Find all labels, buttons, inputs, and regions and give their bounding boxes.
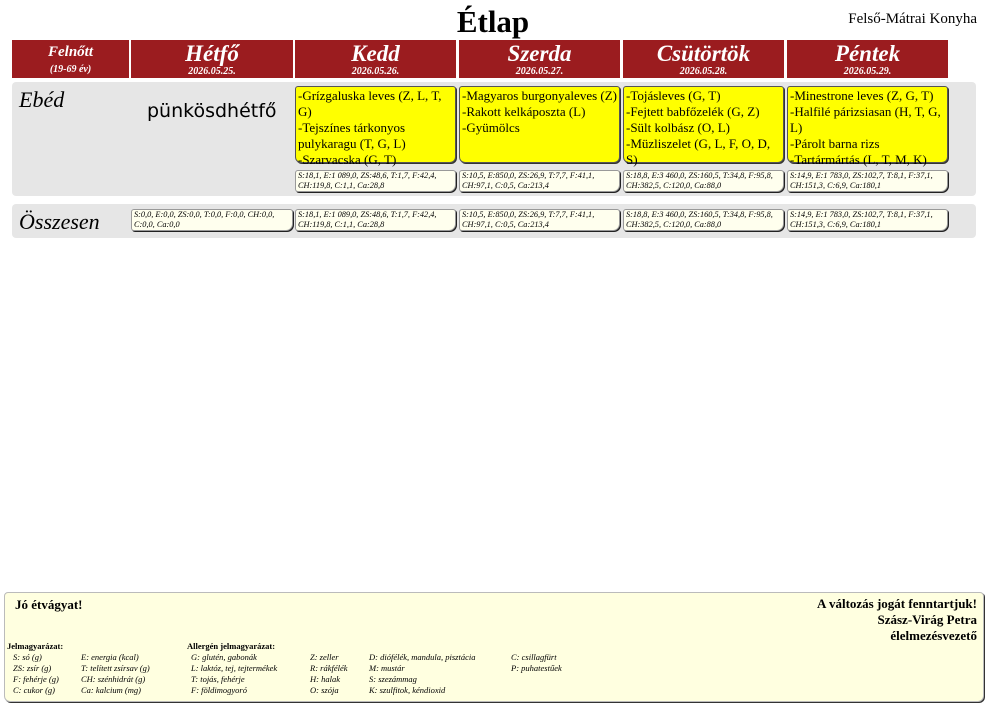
menu-friday bbox=[787, 86, 948, 167]
menu-item: -Fejtett babfőzelék (G, Z) bbox=[626, 104, 760, 119]
signatory-role: élelmezésvezető bbox=[890, 628, 977, 643]
total-monday: S:0,0, E:0,0, ZS:0,0, T:0,0, F:0,0, CH:0,0, C:0,0, Ca:0,0 bbox=[131, 209, 293, 231]
total-friday: S:14,9, E:1 783,0, ZS:102,7, T:8,1, F:37,1, CH:151,3, C:6,9, Ca:180,1 bbox=[787, 209, 948, 231]
allergen-item: Z: zeller bbox=[310, 652, 339, 662]
day-date: 2026.05.29. bbox=[843, 66, 892, 77]
menu-item: -Halfilé párizsiasan (H, T, G, L) bbox=[790, 104, 941, 135]
allergen-item: K: szulfitok, kéndioxid bbox=[369, 685, 446, 695]
allergen-item: R: rákfélék bbox=[310, 663, 348, 673]
total-wednesday: S:10,5, E:850,0, ZS:26,9, T:7,7, F:41,1, CH:97,1, C:0,5, Ca:213,4 bbox=[459, 209, 620, 231]
group-label: Felnőtt bbox=[47, 44, 93, 60]
header-day-tuesday bbox=[295, 40, 456, 78]
legend-item: ZS: zsír (g) bbox=[13, 663, 52, 673]
header-day-thursday bbox=[623, 40, 784, 78]
allergen-col bbox=[511, 652, 562, 674]
allergen-item: T: tojás, fehérje bbox=[191, 674, 245, 684]
allergen-item: S: szezámmag bbox=[369, 674, 417, 684]
page-title: Étlap bbox=[456, 4, 530, 39]
nutrition-tuesday: S:18,1, E:1 089,0, ZS:48,6, T:1,7, F:42,4, CH:119,8, C:1,1, Ca:28,8 bbox=[295, 170, 456, 192]
allergen-item: M: mustár bbox=[369, 663, 405, 673]
allergen-item: D: diófélék, mandula, pisztácia bbox=[369, 652, 476, 662]
nutrition-thursday: S:18,8, E:3 460,0, ZS:160,5, T:34,8, F:95,8, CH:382,5, C:120,0, Ca:88,0 bbox=[623, 170, 784, 192]
header-day-wednesday bbox=[459, 40, 620, 78]
total-tuesday: S:18,1, E:1 089,0, ZS:48,6, T:1,7, F:42,4, CH:119,8, C:1,1, Ca:28,8 bbox=[295, 209, 456, 231]
day-name: Hétfő bbox=[185, 41, 239, 66]
lunch-label: Ebéd bbox=[19, 87, 65, 112]
menu-item: -Rakott kelkáposzta (L) bbox=[462, 104, 586, 119]
signatory-name: Szász-Virág Petra bbox=[877, 612, 977, 627]
footer bbox=[4, 592, 984, 702]
allergen-item: F: földimogyoró bbox=[191, 685, 247, 695]
legend-col bbox=[13, 652, 59, 696]
allergen-item: C: csillagfürt bbox=[511, 652, 557, 662]
menu-item: -Szarvacska (G, T) bbox=[298, 152, 397, 167]
menu-item: -Tejszínes tárkonyos pulykaragu (T, G, L) bbox=[298, 120, 406, 151]
total-thursday: S:18,8, E:3 460,0, ZS:160,5, T:34,8, F:95,8, CH:382,5, C:120,0, Ca:88,0 bbox=[623, 209, 784, 231]
allergen-col bbox=[310, 652, 348, 696]
allergen-col bbox=[191, 652, 277, 696]
menu-item: -Minestrone leves (Z, G, T) bbox=[790, 88, 934, 103]
day-date: 2026.05.28. bbox=[679, 66, 728, 77]
menu-item: -Sült kolbász (O, L) bbox=[626, 120, 730, 135]
nutrition-wednesday: S:10,5, E:850,0, ZS:26,9, T:7,7, F:41,1, CH:97,1, C:0,5, Ca:213,4 bbox=[459, 170, 620, 192]
legend-title: Jelmagyarázat: bbox=[7, 641, 64, 651]
day-name: Kedd bbox=[351, 41, 400, 66]
day-name: Péntek bbox=[834, 41, 901, 66]
legend-item: S: só (g) bbox=[13, 652, 42, 662]
holiday-note: pünkösdhétfő bbox=[147, 100, 277, 122]
legend-item: E: energia (kcal) bbox=[81, 652, 139, 662]
header-day-friday bbox=[787, 40, 948, 78]
menu-item: -Magyaros burgonyaleves (Z) bbox=[462, 88, 617, 103]
day-name: Szerda bbox=[507, 41, 572, 66]
legend-item: CH: szénhidrát (g) bbox=[81, 674, 146, 684]
day-date: 2026.05.25. bbox=[188, 66, 236, 77]
legend-item: Ca: kalcium (mg) bbox=[81, 685, 141, 695]
allergen-item: P: puhatestűek bbox=[511, 663, 562, 673]
allergen-title: Allergén jelmagyarázat: bbox=[187, 641, 276, 651]
legend-col bbox=[81, 652, 150, 696]
menu-item: -Müzliszelet (G, L, F, O, D, S) bbox=[626, 136, 771, 167]
menu-tuesday bbox=[295, 86, 456, 167]
menu-item: -Tartármártás (L, T, M, K) bbox=[790, 152, 927, 167]
greeting: Jó étvágyat! bbox=[15, 597, 83, 612]
kitchen-name: Felső-Mátrai Konyha bbox=[848, 11, 977, 27]
menu-item: -Párolt barna rizs bbox=[790, 136, 880, 151]
day-date: 2026.05.27. bbox=[515, 66, 564, 77]
menu-item: -Gyümölcs bbox=[462, 120, 520, 135]
day-date: 2026.05.26. bbox=[351, 66, 400, 77]
header-day-monday bbox=[131, 40, 293, 78]
menu-item: -Grízgaluska leves (Z, L, T, G) bbox=[298, 88, 442, 119]
allergen-col bbox=[369, 652, 475, 696]
allergen-item: L: laktóz, tej, tejtermékek bbox=[191, 663, 278, 673]
total-label: Összesen bbox=[19, 209, 100, 234]
nutrition-friday: S:14,9, E:1 783,0, ZS:102,7, T:8,1, F:37,1, CH:151,3, C:6,9, Ca:180,1 bbox=[787, 170, 948, 192]
allergen-item: H: halak bbox=[310, 674, 340, 684]
menu-thursday bbox=[623, 86, 784, 167]
allergen-item: O: szója bbox=[310, 685, 339, 695]
legend-item: F: fehérje (g) bbox=[13, 674, 59, 684]
menu-wednesday bbox=[459, 86, 620, 163]
allergen-item: G: glutén, gabonák bbox=[191, 652, 257, 662]
header-group bbox=[12, 40, 129, 78]
menu-item: -Tojásleves (G, T) bbox=[626, 88, 721, 103]
legend-item: T: telített zsírsav (g) bbox=[81, 663, 150, 673]
notice-line: A változás jogát fenntartjuk! bbox=[817, 596, 977, 611]
legend-item: C: cukor (g) bbox=[13, 685, 56, 695]
notice bbox=[817, 596, 977, 644]
age-range: (19-69 év) bbox=[49, 64, 92, 75]
day-name: Csütörtök bbox=[656, 41, 751, 66]
